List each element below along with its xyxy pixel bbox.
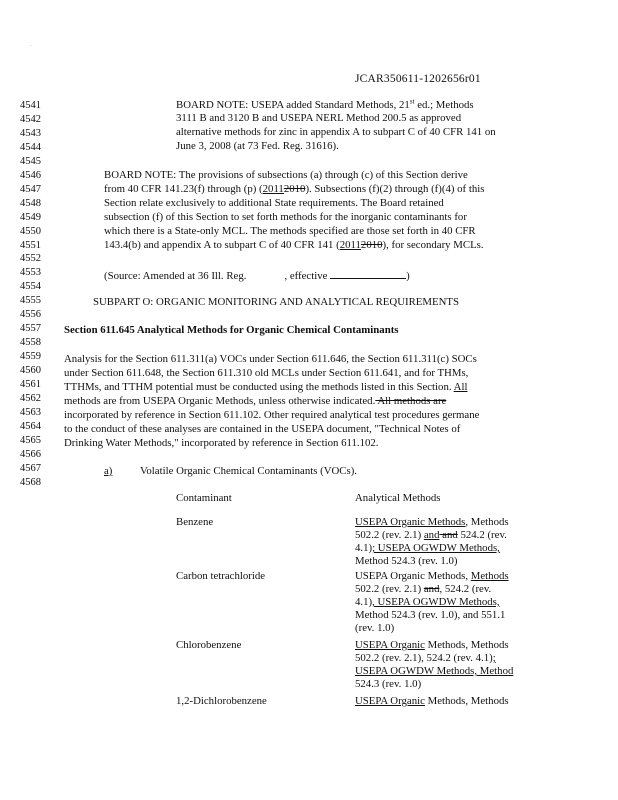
- line-number: 4553: [20, 267, 41, 279]
- line-number: 4549: [20, 211, 41, 223]
- deleted-text: and: [423, 583, 440, 595]
- line-number: 4542: [20, 114, 41, 125]
- line-number: 4557: [20, 323, 41, 335]
- line-number: 4558: [20, 337, 41, 349]
- line-number: 4563: [20, 406, 41, 418]
- line-number: 4541: [20, 100, 41, 111]
- line-number: 4544: [20, 141, 41, 153]
- line-number: 4561: [20, 379, 41, 390]
- source-note: (Source: Amended at 36 Ill. Reg. , effective ): [104, 270, 410, 282]
- line-number: 4554: [20, 281, 41, 293]
- deleted-text: 2010: [360, 239, 383, 251]
- line-number: 4560: [20, 365, 41, 377]
- line-number: 4545: [20, 155, 41, 167]
- line-number: 4546: [20, 169, 41, 181]
- line-number: 4551: [20, 239, 41, 251]
- table-header-methods: Analytical Methods: [355, 492, 441, 504]
- line-number: 4552: [20, 253, 41, 265]
- inserted-text: , USEPA OGWDW Methods,: [372, 596, 500, 608]
- inserted-text: ;: [492, 652, 496, 664]
- subpart-heading: SUBPART O: ORGANIC MONITORING AND ANALYTICAL REQUIREMENTS: [93, 296, 459, 308]
- deleted-text: and: [439, 529, 458, 541]
- line-number: 4556: [20, 309, 41, 321]
- table-header-contaminant: Contaminant: [176, 492, 232, 504]
- inserted-text: All: [453, 381, 468, 393]
- deleted-text: 2010: [283, 183, 306, 195]
- line-number: 4550: [20, 225, 41, 237]
- line-number: 4566: [20, 448, 41, 460]
- section-title: Section 611.645 Analytical Methods for Organic Chemical Contaminants: [64, 324, 399, 336]
- inserted-text: 2011: [262, 183, 284, 195]
- line-number: 4555: [20, 295, 41, 307]
- corner-mark: .: [30, 42, 32, 48]
- inserted-text: USEPA Organic: [355, 695, 425, 707]
- line-number: 4564: [20, 420, 41, 432]
- inserted-text: ; USEPA OGWDW Methods,: [372, 542, 500, 554]
- deleted-text: All methods are: [375, 395, 447, 407]
- inserted-text: 2011: [339, 239, 361, 251]
- document-header-id: JCAR350611-1202656r01: [355, 73, 481, 85]
- line-number: 4548: [20, 197, 41, 209]
- line-number: 4547: [20, 183, 41, 195]
- subsection-title: Volatile Organic Chemical Contaminants (VOCs).: [140, 465, 358, 477]
- inserted-text: Methods: [470, 570, 509, 582]
- line-number: 4565: [20, 434, 41, 446]
- document-page: . JCAR350611-1202656r01 4541 4542 4543 4544 4545 4546 4547 4548 4549 4550 4551 4552 4553 4554 4555 4556 4557 4558 4559 4560 4561 4562 4563 4564 4565 4566 4567 4568 BOARD NOTE: USEPA added Standard Methods, 21st ed.; Methods 3111 B and 3120 B and USEPA NERL Method 200.5 as approved alternative methods for zinc in appendix A to subpart C of 40 CFR 141 on June 3, 2008 (at 73 Fed. Reg. 31616). BOARD NOTE: The provisions of subsections (a) through (c) of this Section derive from 40 CFR 141.23(f) through (p) (20112010). Subsections (f)(2) through (f)(4) of this Section relate exclusively to additional State requirements. The Board retained subsection (f) of this Section to set forth methods for the inorganic contaminants for which there is a State-only MCL. The methods specified are those set forth in 40 CFR 143.4(b) and appendix A to subpart C of 40 CFR 141 (20112010), for secondary MCLs. (Source: Amended at 36 Ill. Reg. , effective ) SUBPART O: ORGANIC MONITORING AND ANALYTICAL REQUIREMENTS Section 611.645 Analytical Methods for Organic Chemical Contaminants Analysis for the Section 611.311(a) VOCs under Section 611.646, the Section 611.311(c) SOCs under Section 611.648, the Section 611.310 old MCLs under Section 611.641, and for THMs, TTHMs, and TTHM potential must be conducted using the methods listed in this Section. All methods are from USEPA Organic Methods, unless otherwise indicated. All methods are incorporated by reference in Section 611.102. Other required analytical test procedures germane to the conduct of these analyses are contained in the USEPA document, "Technical Notes of Drinking Water Methods," incorporated by reference in Section 611.102. a) Volatile Organic Chemical Contaminants (VOCs). Contaminant Analytical Methods Benzene USEPA Organic Methods, Methods 502.2 (rev. 2.1) and and 524.2 (rev. 4.1); USEPA OGWDW Methods, Method 524.3 (rev. 1.0) Carbon tetrachloride USEPA Organic Methods, Methods 502.2 (rev. 2.1) and, 524.2 (rev. 4.1), USEPA OGWDW Methods, Method 524.3 (rev. 1.0), and 551.1 (rev. 1.0) Chlorobenzene USEPA Organic Methods, Methods 502.2 (rev. 2.1), 524.2 (rev. 4.1); USEPA OGWDW Methods, Method 524.3 (rev. 1.0) 1,2-Dichlorobenzene USEPA Organic Methods, Methods: [20, 42, 514, 707]
- line-number: 4562: [20, 392, 41, 404]
- inserted-text: and: [423, 529, 440, 541]
- line-number: 4543: [20, 127, 41, 139]
- inserted-text: USEPA Organic: [355, 639, 425, 651]
- subsection-label: a): [104, 465, 113, 477]
- line-number: 4568: [20, 476, 41, 488]
- line-number: 4559: [20, 351, 41, 363]
- inserted-text: USEPA OGWDW Methods, Method: [355, 665, 514, 677]
- effective-date-blank: [330, 268, 406, 279]
- line-number: 4567: [20, 462, 41, 474]
- inserted-text: USEPA Organic Methods: [355, 516, 466, 528]
